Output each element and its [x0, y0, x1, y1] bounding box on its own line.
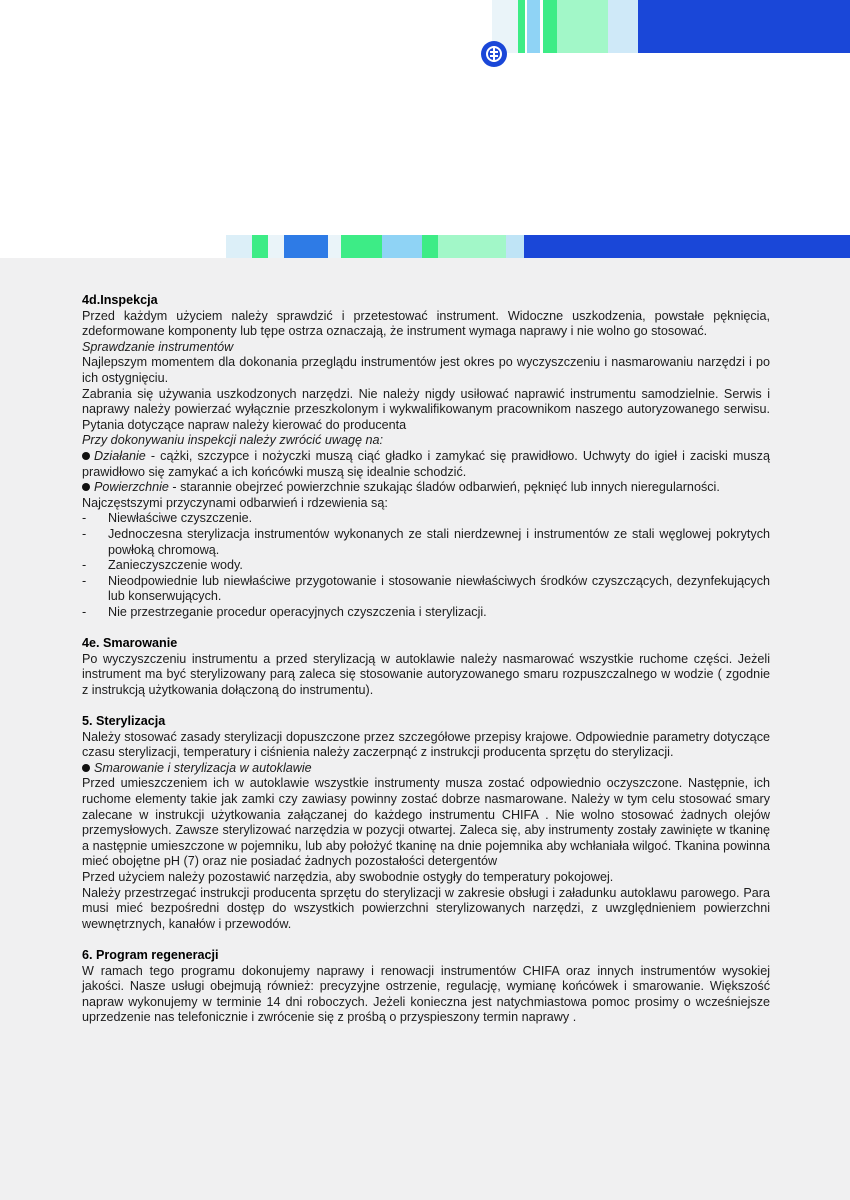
top-stripe-lightblue: [527, 0, 540, 53]
list-item: - Nie przestrzeganie procedur operacyjnych czyszczenia i sterylizacji.: [82, 605, 770, 621]
bullet-text: - cążki, szczypce i nożyczki muszą ciąć gładko i zamykać się prawidłowo. Uchwyty do igieł i zaciski muszą prawidłowo się zamykać a ich końcówki muszą się idealnie schodzić.: [82, 448, 770, 479]
bullet-label: Działanie: [94, 448, 146, 463]
top-stripe-green-2: [543, 0, 557, 53]
list-item: - Niewłaściwe czyszczenie.: [82, 511, 770, 527]
subheading: Przy dokonywaniu inspekcji należy zwrócić uwagę na:: [82, 433, 383, 448]
list-item: - Nieodpowiednie lub niewłaściwe przygotowanie i stosowanie niewłaściwych środków czyszczących, dezynfekujących lub konserwujących.: [82, 574, 770, 605]
paragraph: Należy stosować zasady sterylizacji dopuszczone przez szczegółowe przepisy krajowe. Odpowiednie parametry dotyczące czasu sterylizacji, temperatury i ciśnienia należy zaczerpnąć z instrukcji producenta sprzętu do sterylizacji.: [82, 729, 770, 760]
list-item: - Jednoczesna sterylizacja instrumentów wykonanych ze stali nierdzewnej i instrumentów ze stali węglowej pokrytych powłoką chromową.: [82, 527, 770, 558]
mid-stripe-brand-blue: [524, 235, 850, 258]
paragraph: Najczęstszymi przyczynami odbarwień i rdzewienia są:: [82, 495, 388, 510]
paragraph: Najlepszym momentem dla dokonania przeglądu instrumentów jest okres po wyczyszczeniu i nasmarowaniu narzędzi i po ich ostygnięciu.: [82, 355, 770, 385]
list-item: - Zanieczyszczenie wody.: [82, 558, 770, 574]
heading-4d: 4d.Inspekcja: [82, 293, 158, 307]
top-stripe-sky: [608, 0, 638, 53]
mid-stripe-green: [252, 235, 268, 258]
paragraph: Przed każdym użyciem należy sprawdzić i przetestować instrument. Widoczne uszkodzenia, powstałe pęknięcia, zdeformowane komponenty lub tępe ostrza oznaczają, że instrument wymaga naprawy i nie wolno go stosować.: [82, 308, 770, 339]
mid-stripe-pale-3: [328, 235, 341, 258]
bullet-label: Powierzchnie: [94, 480, 169, 495]
mid-stripe-green-2: [341, 235, 382, 258]
bullet-item: [82, 761, 770, 777]
chifa-logo-icon: [481, 41, 507, 67]
heading-5: 5. Sterylizacja: [82, 714, 166, 729]
bullet-icon: [82, 483, 90, 491]
top-stripe-mint: [557, 0, 608, 53]
paragraph: Należy przestrzegać instrukcji producenta sprzętu do sterylizacji w zakresie obsługi i załadunku autoklawu parowego. Para musi mieć bezpośredni dostęp do wszystkich powierzchni sterylizowanych narzędzi, z uwzględnieniem powierzchni wewnętrznych, kanałów i przewodów.: [82, 885, 770, 931]
paragraph: Zabrania się używania uszkodzonych narzędzi. Nie należy nigdy usiłować naprawić instrumentu samodzielnie. Serwis i naprawy należy powierzać wyłącznie przeszkolonym i wykwalifikowanym pracownikom naszego autoryzowanego serwisu. Pytania dotyczące napraw należy kierować do producenta: [82, 386, 770, 432]
bullet-item: [82, 449, 770, 480]
causes-list: [82, 511, 770, 620]
top-stripe-blue: [638, 0, 850, 53]
paragraph: Przed umieszczeniem ich w autoklawie wszystkie instrumenty musza zostać odpowiednio oczyszczone. Następnie, ich ruchome elementy takie jak zamki czy zawiasy powinny zostać dobrze nasmarowane. Należy w tym celu stosować smary zalecane w instrukcji użytkowania załączanej do każdego instrumentu CHIFA . Nie wolno stosować żadnych olejów przemysłowych. Zawsze sterylizować narzędzia w pozycji otwartej. Zaleca się, aby instrumenty zostały zawinięte w tkaninę a następnie umieszczone w pojemniku, lub aby położyć tkaninę na dnie pojemnika aby wchłaniała wilgoć. Tkanina powinna mieć obojętne pH (7) oraz nie posiadać żadnych pozostałości detergentów: [82, 776, 770, 869]
subheading: Sprawdzanie instrumentów: [82, 339, 234, 354]
bullet-icon: [82, 764, 90, 772]
paragraph: Po wyczyszczeniu instrumentu a przed sterylizacją w autoklawie należy nasmarować wszystkie ruchome części. Jeżeli instrument ma być sterylizowany parą zaleca się stosowanie autoryzowanego smaru rozpuszczalnego w wodzie ( zgodnie z instrukcją użytkowania dołączoną do instrumentu).: [82, 651, 770, 697]
mid-stripe-sky: [506, 235, 524, 258]
paragraph: W ramach tego programu dokonujemy naprawy i renowacji instrumentów CHIFA oraz innych instrumentów wysokiej jakości. Nasze usługi obejmują również: precyzyjne ostrzenie, regulację, wymianę końcówek i smarowanie. Większość napraw wykonujemy w terminie 14 dni roboczych. Jeżeli konieczna jest natychmiastowa pomoc prosimy o wcześniejsze uprzedzenie nas telefonicznie i zwrócenie się z prośbą o przyspieszony termin naprawy .: [82, 963, 770, 1025]
mid-stripe-green-3: [422, 235, 438, 258]
mid-stripe-pale-2: [268, 235, 284, 258]
mid-stripe-blue: [284, 235, 328, 258]
heading-4e: 4e. Smarowanie: [82, 636, 178, 651]
heading-6: 6. Program regeneracji: [82, 947, 219, 962]
bullet-icon: [82, 452, 90, 460]
mid-stripe-pale: [226, 235, 252, 258]
bullet-label: Smarowanie i sterylizacja w autoklawie: [94, 760, 312, 775]
paragraph: Przed użyciem należy pozostawić narzędzia, aby swobodnie ostygły do temperatury pokojowej.: [82, 869, 614, 884]
top-stripe-green: [518, 0, 525, 53]
bullet-text: - starannie obejrzeć powierzchnie szukając śladów odbarwień, pęknięć lub innych nieregularności.: [168, 480, 720, 495]
mid-stripe-lightblue: [382, 235, 422, 258]
mid-stripe-mint: [438, 235, 506, 258]
document-body: [82, 293, 770, 1026]
bullet-item: [82, 480, 770, 496]
